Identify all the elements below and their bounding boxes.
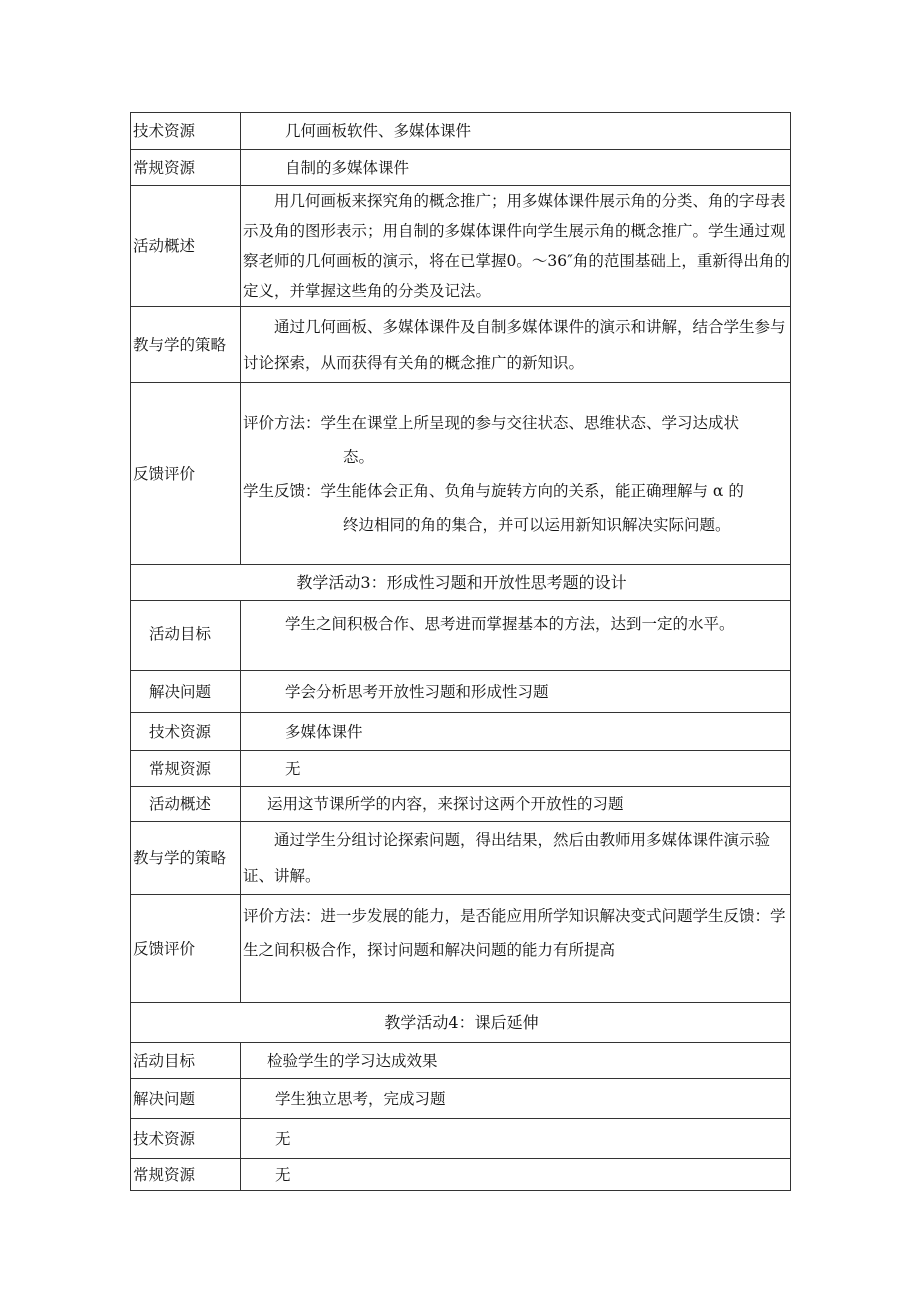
- table-row: [131, 1119, 791, 1159]
- table-row: [131, 113, 791, 150]
- table-row: [131, 1043, 791, 1079]
- row-content: 无: [241, 751, 791, 787]
- lesson-plan-table: [130, 112, 791, 1191]
- row-label: 常规资源: [131, 1159, 241, 1191]
- table-row: [131, 383, 791, 565]
- table-row: [131, 822, 791, 895]
- row-label: 技术资源: [131, 113, 241, 150]
- row-content: 无: [241, 1119, 791, 1159]
- row-label: 教与学的策略: [131, 307, 241, 383]
- eval-method-tail: 态。: [343, 447, 375, 466]
- row-content: 通过几何画板、多媒体课件及自制多媒体课件的演示和讲解，结合学生参与讨论探索，从而获得有关角的概念推广的新知识。: [241, 307, 791, 383]
- section-header-row: [131, 565, 791, 601]
- row-content: 评价方法：进一步发展的能力，是否能应用所学知识解决变式问题学生反馈：学生之间积极合作，探讨问题和解决问题的能力有所提高: [241, 895, 791, 1003]
- table-row: [131, 787, 791, 822]
- row-content: 用几何画板来探究角的概念推广；用多媒体课件展示角的分类、角的字母表示及角的图形表示；用自制的多媒体课件向学生展示角的概念推广。学生通过观察老师的几何画板的演示，将在已掌握0。～36″角的范围基础上，重新得出角的定义，并掌握这些角的分类及记法。: [241, 186, 791, 307]
- row-label: 常规资源: [131, 751, 241, 787]
- student-feedback-line: 学生反馈：学生能体会正角、负角与旋转方向的关系，能正确理解与 α 的: [243, 481, 744, 500]
- row-content: 自制的多媒体课件: [241, 150, 791, 186]
- row-content: 通过学生分组讨论探索问题，得出结果，然后由教师用多媒体课件演示验证、讲解。: [241, 822, 791, 895]
- table-row: [131, 186, 791, 307]
- table-row: [131, 150, 791, 186]
- table-row: [131, 895, 791, 1003]
- table-row: [131, 307, 791, 383]
- row-content: 学会分析思考开放性习题和形成性习题: [241, 671, 791, 713]
- row-label: 活动概述: [131, 186, 241, 307]
- activity3-title: 教学活动3：形成性习题和开放性思考题的设计: [131, 565, 791, 601]
- row-label: 反馈评价: [131, 383, 241, 565]
- row-label: 活动目标: [131, 1043, 241, 1079]
- eval-method-line: 评价方法：学生在课堂上所呈现的参与交往状态、思维状态、学习达成状: [243, 413, 740, 432]
- row-content: 多媒体课件: [241, 713, 791, 751]
- table-row: [131, 713, 791, 751]
- table-row: [131, 1159, 791, 1191]
- row-content: 运用这节课所学的内容，来探讨这两个开放性的习题: [241, 787, 791, 822]
- table-row: [131, 671, 791, 713]
- row-label: 活动目标: [131, 601, 241, 671]
- row-label: 技术资源: [131, 1119, 241, 1159]
- row-label: 技术资源: [131, 713, 241, 751]
- row-label: 解决问题: [131, 671, 241, 713]
- row-content: 学生独立思考，完成习题: [241, 1079, 791, 1119]
- table-row: [131, 751, 791, 787]
- row-label: 反馈评价: [131, 895, 241, 1003]
- row-content: 无: [241, 1159, 791, 1191]
- table-row: [131, 1079, 791, 1119]
- table-row: [131, 601, 791, 671]
- row-label: 常规资源: [131, 150, 241, 186]
- row-label: 活动概述: [131, 787, 241, 822]
- row-label: 教与学的策略: [131, 822, 241, 895]
- row-content: 学生之间积极合作、思考进而掌握基本的方法，达到一定的水平。: [241, 601, 791, 671]
- feedback-content: [241, 383, 791, 565]
- activity4-title: 教学活动4：课后延伸: [131, 1003, 791, 1043]
- row-content: 检验学生的学习达成效果: [241, 1043, 791, 1079]
- student-feedback-tail: 终边相同的角的集合，并可以运用新知识解决实际问题。: [343, 515, 731, 534]
- row-content: 几何画板软件、多媒体课件: [241, 113, 791, 150]
- row-label: 解决问题: [131, 1079, 241, 1119]
- section-header-row: [131, 1003, 791, 1043]
